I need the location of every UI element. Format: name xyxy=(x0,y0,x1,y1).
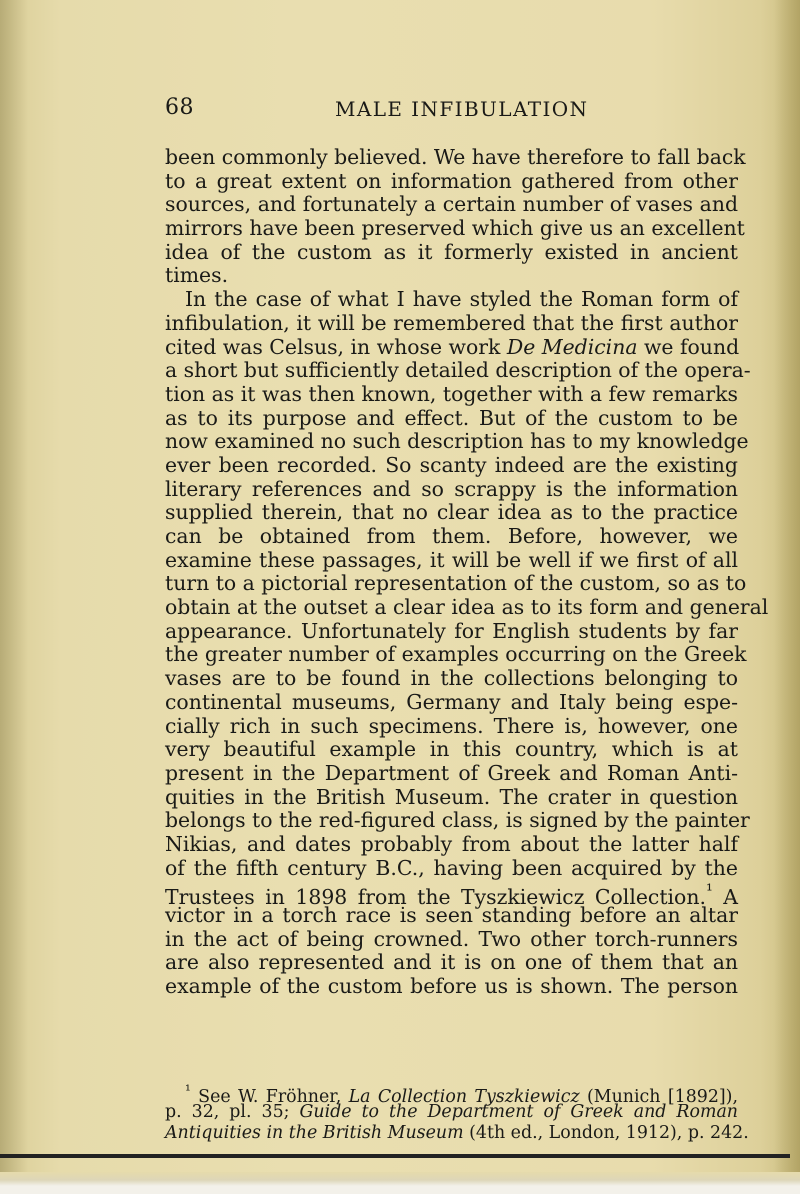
footnote-segment: (4th ed., London, 1912), p. 242. xyxy=(463,1123,749,1143)
text-line: In the case of what I have styled the Roman form of xyxy=(185,287,738,312)
text-line: cially rich in such specimens. There is, however, one xyxy=(165,713,738,738)
footnote-segment: (Munich [1892]), xyxy=(579,1086,738,1107)
text-line: vases are to be found in the collections belonging to xyxy=(165,666,738,691)
text-line: supplied therein, that no clear idea as to the practice xyxy=(165,500,738,525)
text-segment: Trustees in 1898 from the Tyszkiewicz Collection. xyxy=(165,885,706,910)
text-line: quities in the British Museum. The crater in question xyxy=(165,784,738,809)
text-line xyxy=(165,880,738,910)
text-line: infibulation, it will be remembered that the first author xyxy=(165,310,738,335)
spine-shadow xyxy=(0,0,28,1194)
page-number: 68 xyxy=(165,95,194,120)
text-line: tion as it was then known, together with a few remarks xyxy=(165,381,738,406)
footnote-marker: ¹ xyxy=(185,1083,191,1099)
text-line: victor in a torch race is seen standing before an altar xyxy=(165,903,738,927)
text-line: in the act of being crowned. Two other torch-runners xyxy=(165,926,738,951)
text-line: been commonly believed. We have therefore to fall back xyxy=(165,145,746,169)
text-line: literary references and so scrappy is the information xyxy=(165,476,738,501)
text-line: sources, and fortunately a certain number of vases and xyxy=(165,192,738,217)
text-line: appearance. Unfortunately for English students by far xyxy=(165,618,738,643)
text-line: can be obtained from them. Before, however, we xyxy=(165,524,738,548)
footnote-title: Antiquities in the British Museum xyxy=(165,1123,464,1143)
text-line: turn to a pictorial representation of the custom, so as to xyxy=(165,571,747,596)
text-line: obtain at the outset a clear idea as to its form and general xyxy=(165,595,769,620)
work-title: De Medicina xyxy=(506,334,638,359)
bottom-rule xyxy=(0,1154,790,1158)
text-segment: we found xyxy=(637,334,740,359)
page-edge-shading xyxy=(774,0,800,1194)
text-line: to a great extent on information gathered from other xyxy=(165,168,738,193)
text-line: as to its purpose and effect. But of the custom to be xyxy=(165,405,738,430)
text-line: a short but sufficiently detailed description of the opera- xyxy=(165,358,751,383)
text-line: the greater number of examples occurring on the Greek xyxy=(165,642,747,667)
text-line: now examined no such description has to my knowledge xyxy=(165,429,749,454)
footnote-segment: p. 32, pl. 35; xyxy=(165,1102,300,1122)
footnote-reference: ¹ xyxy=(705,881,713,902)
text-line: present in the Department of Greek and Roman Anti- xyxy=(165,760,738,785)
footnote-title: Guide to the Department of Greek and Roman xyxy=(299,1102,739,1122)
text-line: times. xyxy=(165,263,229,288)
body-text xyxy=(165,145,769,999)
text-line: examine these passages, it will be well if we first of all xyxy=(165,547,738,572)
footnote-line xyxy=(165,1081,738,1107)
page-bottom-edge xyxy=(0,1172,800,1194)
text-line: of the fifth century B.C., having been acquired by the xyxy=(165,855,738,880)
text-line: continental museums, Germany and Italy being espe- xyxy=(165,689,738,714)
footnote-segment: See W. Fröhner, xyxy=(190,1086,349,1107)
footnote-title: La Collection Tyszkiewicz xyxy=(348,1086,580,1107)
text-line: Nikias, and dates probably from about the latter half xyxy=(165,831,738,856)
text-line: mirrors have been preserved which give us an excellent xyxy=(165,216,745,241)
text-line xyxy=(165,336,738,360)
text-line: very beautiful example in this country, which is at xyxy=(165,737,738,762)
running-head: MALE INFIBULATION xyxy=(335,97,589,121)
text-line: ever been recorded. So scanty indeed are the existing xyxy=(165,452,738,477)
footnote-line xyxy=(165,1123,749,1144)
text-segment: cited was Celsus, in whose work xyxy=(165,334,501,359)
text-line: belongs to the red-figured class, is signed by the painter xyxy=(165,808,750,833)
text-line: example of the custom before us is shown. The person xyxy=(165,974,738,999)
text-line: idea of the custom as it formerly existed in ancient xyxy=(165,239,738,264)
footnote xyxy=(165,1081,749,1144)
text-segment: A xyxy=(712,885,738,910)
page-header xyxy=(165,95,745,125)
text-line: are also represented and it is on one of them that an xyxy=(165,950,738,975)
footnote-line xyxy=(165,1102,738,1123)
